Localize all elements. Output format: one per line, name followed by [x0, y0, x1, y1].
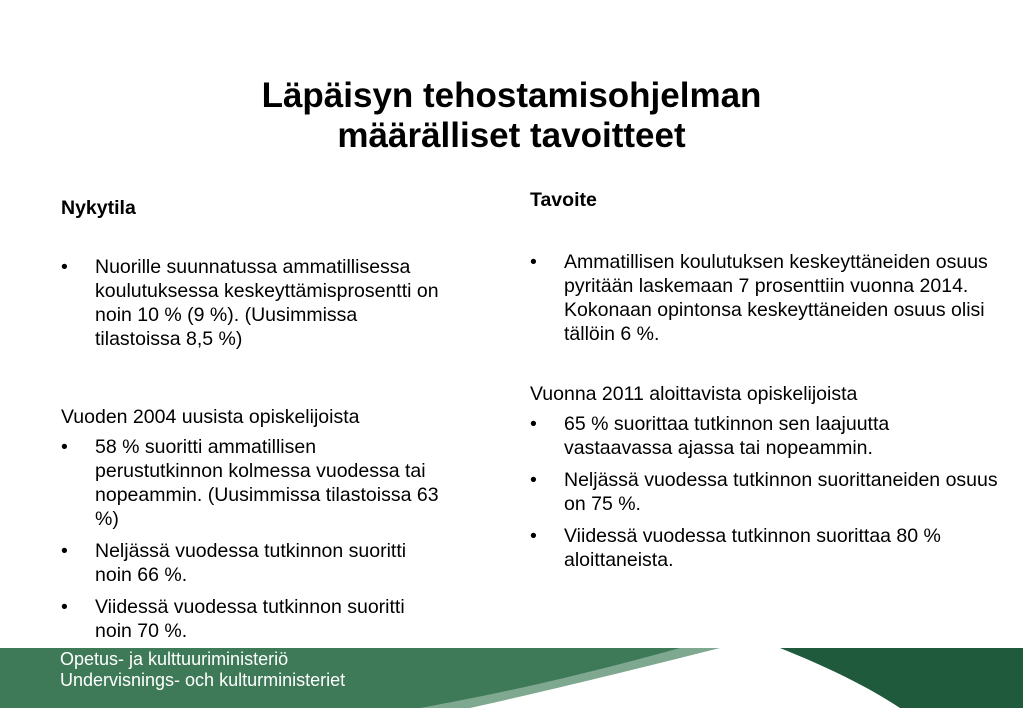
right-intro-text: Ammatillisen koulutuksen keskeyttäneiden osuus pyritään laskemaan 7 prosenttiin vuonna 2014. Kokonaan opintonsa keskeyttäneiden osuus olisi tällöin 6 %. [564, 251, 988, 345]
right-subheading: Vuonna 2011 aloittavista opiskelijoista [530, 383, 858, 405]
left-column [61, 196, 441, 651]
list-item [530, 412, 1000, 460]
slide-title [0, 76, 1023, 156]
right-item-text: Neljässä vuodessa tutkinnon suorittaneiden osuus on 75 %. [564, 469, 998, 515]
bullet-icon: • [530, 525, 537, 547]
bullet-icon: • [61, 596, 68, 618]
left-heading: Nykytila [61, 197, 136, 219]
list-item [61, 255, 441, 351]
right-list [530, 412, 1000, 572]
left-item-text: Neljässä vuodessa tutkinnon suoritti noin 66 %. [95, 540, 407, 586]
footer-ministry-swedish: Undervisnings- och kulturministeriet [60, 670, 346, 690]
bullet-icon: • [530, 251, 537, 273]
left-intro-text: Nuorille suunnatussa ammatillisessa koulutuksessa keskeyttämisprosentti on noin 10 % (9 %). (Uusimmissa tilastoissa 8,5 %) [95, 256, 439, 350]
bullet-icon: • [530, 413, 537, 435]
left-intro-list [61, 255, 441, 351]
slide-title-line2: määrälliset tavoitteet [337, 116, 686, 155]
left-item-text: Viidessä vuodessa tutkinnon suoritti noin 70 %. [95, 596, 405, 642]
slide-title-line1: Läpäisyn tehostamisohjelman [261, 76, 762, 115]
left-item-text: 58 % suoritti ammatillisen perustutkinnon kolmessa vuodessa tai nopeammin. (Uusimmissa tilastoissa 63 %) [95, 436, 439, 530]
right-column [530, 188, 1000, 580]
right-heading: Tavoite [530, 189, 597, 211]
left-list [61, 435, 441, 643]
bullet-icon: • [61, 256, 68, 278]
list-item [61, 435, 441, 531]
bullet-icon: • [61, 436, 68, 458]
right-item-text: 65 % suorittaa tutkinnon sen laajuutta vastaavassa ajassa tai nopeammin. [564, 413, 890, 459]
list-item [530, 468, 1000, 516]
bullet-icon: • [530, 469, 537, 491]
footer-ministry-finnish: Opetus- ja kulttuuriministeriö [60, 649, 289, 669]
list-item [61, 539, 441, 587]
list-item [61, 595, 441, 643]
list-item [530, 250, 1000, 346]
bullet-icon: • [61, 540, 68, 562]
list-item [530, 524, 1000, 572]
footer-band [0, 648, 1023, 708]
right-intro-list [530, 250, 1000, 346]
left-subheading: Vuoden 2004 uusista opiskelijoista [61, 406, 360, 428]
right-item-text: Viidessä vuodessa tutkinnon suorittaa 80 % aloittaneista. [564, 525, 941, 571]
